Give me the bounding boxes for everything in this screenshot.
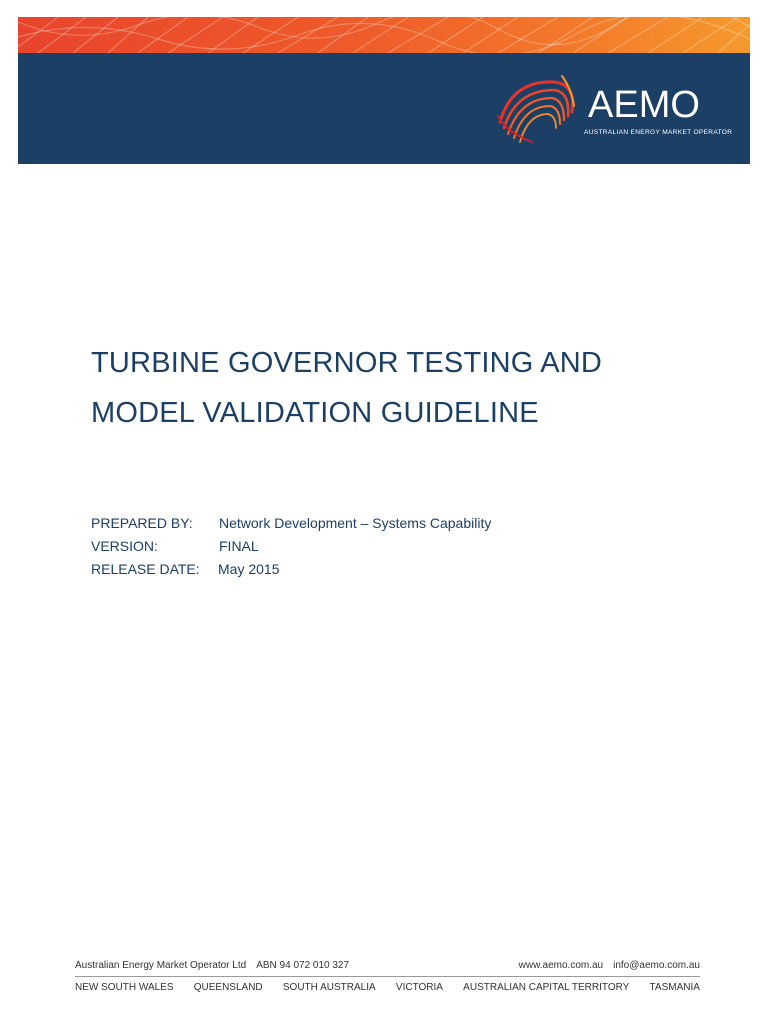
stripe-pattern-icon <box>18 17 750 53</box>
meta-value: May 2015 <box>218 561 280 577</box>
meta-label: PREPARED BY: <box>91 515 193 531</box>
footer-state: QUEENSLAND <box>193 982 263 993</box>
title-line-1: TURBINE GOVERNOR TESTING AND <box>91 347 603 379</box>
footer-state: VICTORIA <box>395 982 443 993</box>
footer-website-link[interactable]: www.aemo.com.au <box>518 960 604 971</box>
title-line-2: MODEL VALIDATION GUIDELINE <box>91 397 539 429</box>
footer-state: TASMANIA <box>649 982 700 993</box>
footer-states-list <box>75 980 700 996</box>
aemo-logo <box>492 72 742 152</box>
logo-wordmark: AEMO <box>588 84 700 126</box>
document-metadata <box>91 512 491 581</box>
footer-abn: ABN 94 072 010 327 <box>256 960 350 971</box>
meta-value: Network Development – Systems Capability <box>219 515 492 531</box>
document-title <box>91 338 711 438</box>
footer-state: AUSTRALIAN CAPITAL TERRITORY <box>463 982 630 993</box>
meta-value: FINAL <box>219 538 259 554</box>
logo-subtitle: AUSTRALIAN ENERGY MARKET OPERATOR <box>584 129 733 136</box>
footer-top-row <box>75 958 700 974</box>
decorative-stripe <box>18 17 750 53</box>
meta-prepared-by <box>91 512 491 535</box>
footer-email-link[interactable]: info@aemo.com.au <box>613 960 700 971</box>
aemo-swirl-logo-icon <box>492 72 584 152</box>
footer-divider <box>75 976 700 977</box>
meta-version <box>91 535 491 558</box>
footer-contact <box>519 958 700 974</box>
footer-state: NEW SOUTH WALES <box>75 982 174 993</box>
meta-label: VERSION: <box>91 538 158 554</box>
page-footer <box>75 958 700 996</box>
meta-label: RELEASE DATE: <box>91 561 200 577</box>
header-banner <box>18 17 750 164</box>
meta-release-date <box>91 558 491 581</box>
footer-company-info <box>75 958 349 974</box>
footer-company: Australian Energy Market Operator Ltd <box>75 960 247 971</box>
footer-state: SOUTH AUSTRALIA <box>282 982 376 993</box>
